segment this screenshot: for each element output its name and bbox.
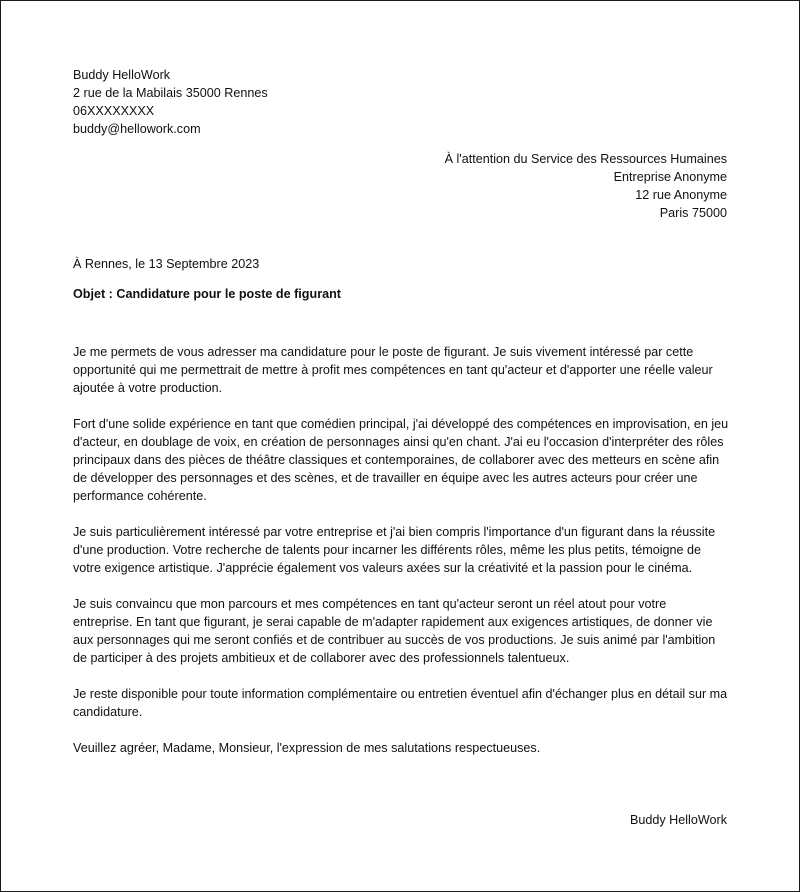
recipient-city: Paris 75000: [659, 206, 727, 220]
place-date: À Rennes, le 13 Septembre 2023: [73, 257, 260, 271]
body-paragraph: Je me permets de vous adresser ma candidature pour le poste de figurant. Je suis vivement intéressé par cette opportunité qui me permettrait de mettre à profit mes compétences en tant qu'acteur et d'apporter une réelle valeur ajoutée à votre production.: [73, 345, 713, 395]
body-paragraph: Fort d'une solide expérience en tant que comédien principal, j'ai développé des compétences en improvisation, en jeu d'acteur, en doublage de voix, en création de personnages ainsi qu'en chant. J'ai eu l'occasion d'interpréter des rôles principaux dans des pièces de théâtre classiques et contemporaines, de collaborer avec des metteurs en scène afin de développer des personnages et des scènes, et de travailler en équipe avec les autres acteurs pour créer une performance cohérente.: [73, 417, 729, 503]
letter-body: [73, 343, 729, 757]
closing-paragraph: Veuillez agréer, Madame, Monsieur, l'expression de mes salutations respectueuses.: [73, 741, 541, 755]
sender-phone: 06XXXXXXXX: [73, 104, 155, 118]
sender-name: Buddy HelloWork: [73, 68, 171, 82]
body-paragraph: Je reste disponible pour toute information complémentaire ou entretien éventuel afin d'échanger plus en détail sur ma candidature.: [73, 687, 728, 719]
recipient-attention: À l'attention du Service des Ressources Humaines: [444, 152, 727, 166]
body-paragraph: Je suis convaincu que mon parcours et mes compétences en tant qu'acteur seront un réel atout pour votre entreprise. En tant que figurant, je serai capable de m'adapter rapidement aux exigences artistiques, de donner vie aux personnages qui me seront confiés et de contribuer au succès de vos productions. Je suis animé par l'ambition de participer à des projets ambitieux et de collaborer avec des professionnels talentueux.: [73, 597, 716, 665]
sender-block: [73, 66, 268, 138]
recipient-street: 12 rue Anonyme: [635, 188, 727, 202]
recipient-company: Entreprise Anonyme: [613, 170, 727, 184]
sender-address: 2 rue de la Mabilais 35000 Rennes: [73, 86, 268, 100]
subject-line: Objet : Candidature pour le poste de figurant: [73, 287, 341, 301]
sender-email: buddy@hellowork.com: [73, 122, 201, 136]
body-paragraph: Je suis particulièrement intéressé par votre entreprise et j'ai bien compris l'importance d'un figurant dans la réussite d'une production. Votre recherche de talents pour incarner les différents rôles, même les plus petits, témoigne de votre exigence artistique. J'apprécie également vos valeurs axées sur la créativité et la passion pour le cinéma.: [73, 525, 716, 575]
signature: Buddy HelloWork: [629, 813, 727, 827]
recipient-block: [445, 150, 727, 222]
